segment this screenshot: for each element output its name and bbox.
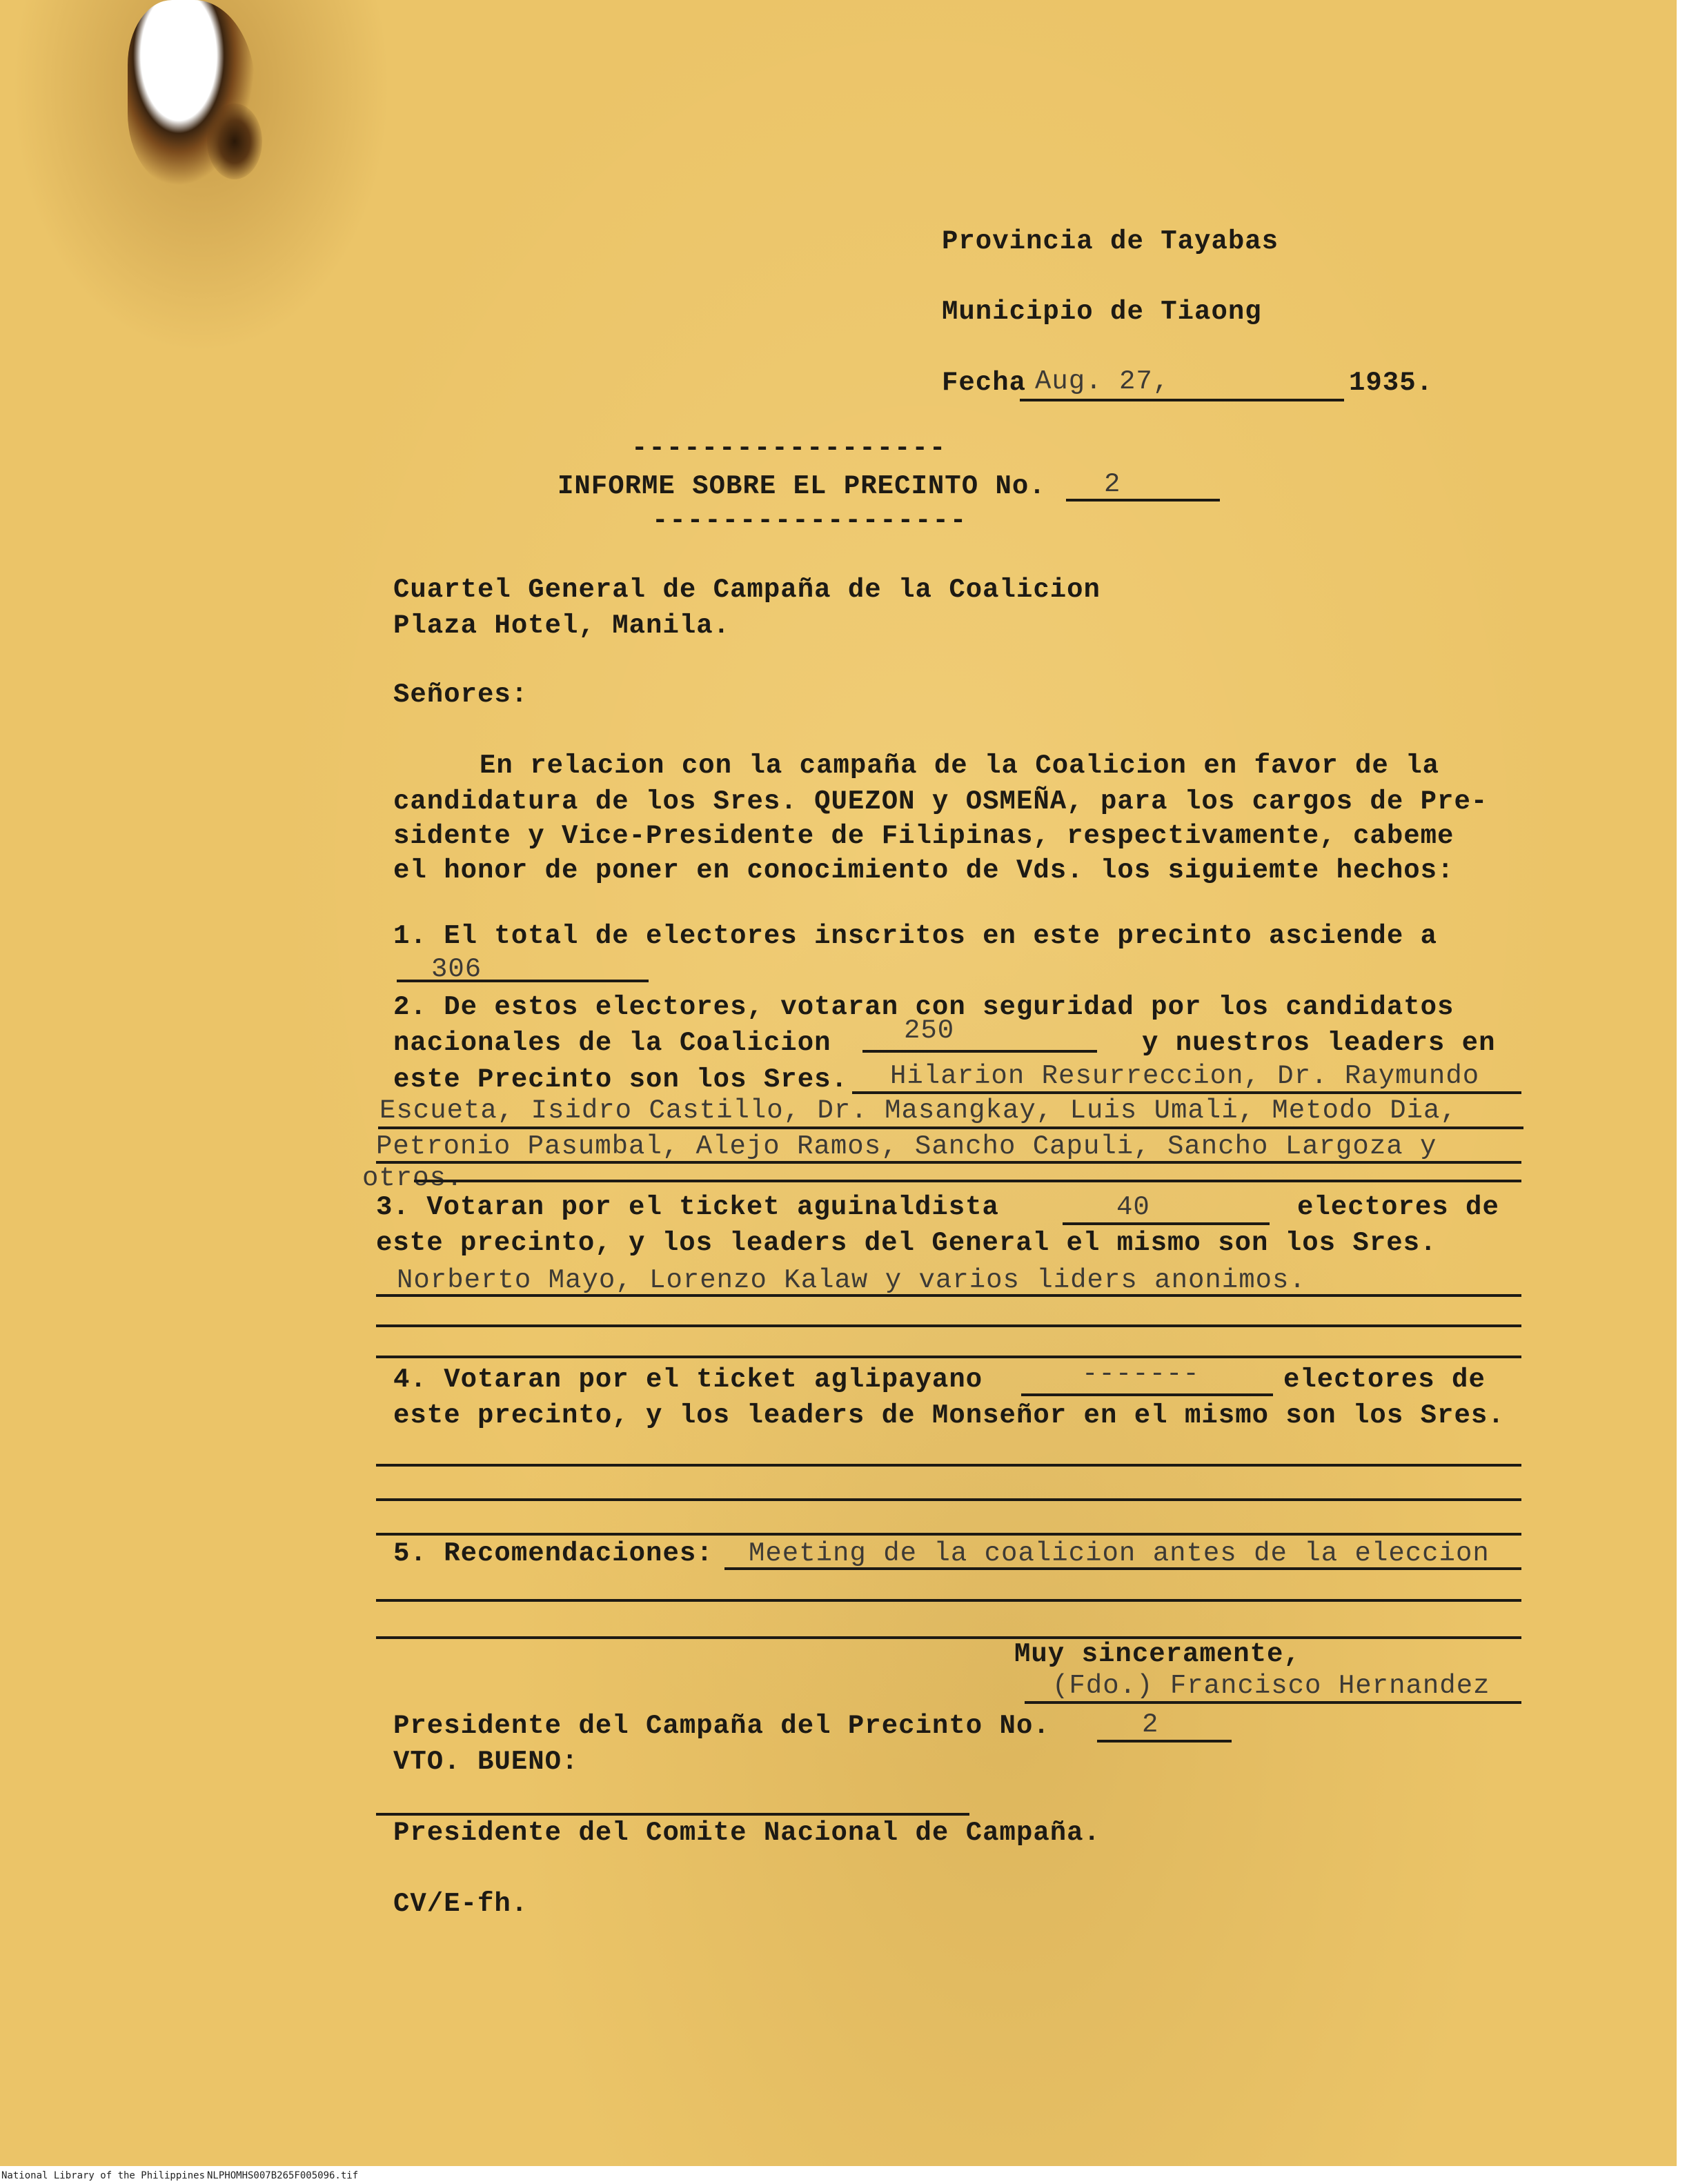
- item4-underline: [376, 1464, 1521, 1467]
- salutation: Señores:: [393, 679, 529, 710]
- item2-leaders-line: Hilarion Resurreccion, Dr. Raymundo: [890, 1061, 1480, 1091]
- item4-value: -------: [1082, 1359, 1200, 1389]
- title-dashes-top: ------------------: [631, 433, 947, 464]
- item4-line1-end: electores de: [1283, 1364, 1486, 1395]
- item5-underline: [724, 1567, 1521, 1570]
- precinct-number: 2: [1104, 469, 1121, 499]
- item1-text: 1. El total de electores inscritos en este precinto asciende a: [393, 921, 1438, 951]
- item4-underline: [376, 1533, 1521, 1536]
- file-name: NLPHOMHS007B265F005096.tif: [207, 2170, 359, 2181]
- signature: (Fdo.) Francisco Hernandez: [1052, 1671, 1490, 1701]
- item3-line1-start: 3. Votaran por el ticket aguinaldista: [376, 1192, 999, 1222]
- closing-precinct-number: 2: [1142, 1709, 1159, 1740]
- closing-precinct-underline: [1097, 1740, 1232, 1743]
- item2-leaders-line: otros.: [362, 1163, 464, 1193]
- item3-leaders: Norberto Mayo, Lorenzo Kalaw y varios liders anonimos.: [397, 1265, 1306, 1295]
- item2-value: 250: [904, 1015, 955, 1046]
- item3-value: 40: [1116, 1192, 1150, 1222]
- province-line: Provincia de Tayabas: [942, 226, 1279, 257]
- national-signature-line: [376, 1813, 969, 1816]
- item4-line2: este precinto, y los leaders de Monseñor en el mismo son los Sres.: [393, 1400, 1505, 1431]
- item2-line2-end: y nuestros leaders en: [1142, 1028, 1496, 1058]
- title-dashes-bottom: ------------------: [652, 506, 968, 536]
- addressee-line2: Plaza Hotel, Manila.: [393, 610, 731, 641]
- item4-underline: [1021, 1393, 1273, 1396]
- fecha-label: Fecha: [942, 368, 1027, 398]
- initials: CV/E-fh.: [393, 1889, 529, 1919]
- item1-value: 306: [431, 954, 482, 984]
- item3-underline: [376, 1294, 1521, 1297]
- date-underline: [1020, 399, 1344, 401]
- item2-line1: 2. De estos electores, votaran con seguridad por los candidatos: [393, 992, 1454, 1022]
- year-value: 1935.: [1349, 368, 1434, 398]
- item5-underline: [376, 1599, 1521, 1602]
- burn-damage-edge: [207, 103, 262, 179]
- item2-underline: [378, 1126, 1523, 1129]
- item4-underline: [376, 1498, 1521, 1501]
- item2-line3-start: este Precinto son los Sres.: [393, 1064, 848, 1095]
- intro-line: sidente y Vice-Presidente de Filipinas, respectivamente, cabeme: [393, 821, 1454, 851]
- item3-underline: [376, 1356, 1521, 1358]
- item2-leaders-line: Petronio Pasumbal, Alejo Ramos, Sancho Capuli, Sancho Largoza y: [376, 1131, 1437, 1162]
- item2-underline: [376, 1161, 1521, 1164]
- item3-line2: este precinto, y los leaders del General el mismo son los Sres.: [376, 1228, 1437, 1258]
- item3-underline: [376, 1324, 1521, 1327]
- municipality-line: Municipio de Tiaong: [942, 297, 1262, 327]
- intro-line: el honor de poner en conocimiento de Vds. los siguiemte hechos:: [393, 855, 1454, 886]
- item2-leaders-line: Escueta, Isidro Castillo, Dr. Masangkay, Luis Umali, Metodo Dia,: [379, 1095, 1457, 1126]
- signature-underline: [1025, 1701, 1521, 1704]
- library-credit: National Library of the Philippines: [1, 2170, 206, 2181]
- precinct-president-label: Presidente del Campaña del Precinto No.: [393, 1711, 1050, 1741]
- archive-footer: [0, 2169, 1687, 2184]
- vto-bueno: VTO. BUENO:: [393, 1747, 579, 1777]
- item3-underline: [1063, 1222, 1270, 1225]
- item5-underline: [376, 1636, 1521, 1639]
- item2-underline: [862, 1050, 1097, 1053]
- item3-line1-end: electores de: [1297, 1192, 1499, 1222]
- item5-label: 5. Recomendaciones:: [393, 1538, 713, 1569]
- item2-underline: [414, 1180, 1521, 1182]
- national-president-label: Presidente del Comite Nacional de Campaña.: [393, 1818, 1101, 1848]
- closing-line: Muy sinceramente,: [1014, 1639, 1301, 1669]
- item2-line2-start: nacionales de la Coalicion: [393, 1028, 831, 1058]
- item1-underline: [397, 980, 649, 982]
- item4-line1-start: 4. Votaran por el ticket aglipayano: [393, 1364, 983, 1395]
- item2-underline: [852, 1091, 1521, 1094]
- intro-line: candidatura de los Sres. QUEZON y OSMEÑA, para los cargos de Pre-: [393, 786, 1488, 817]
- intro-line: En relacion con la campaña de la Coalicion en favor de la: [480, 751, 1440, 781]
- precinct-underline: [1066, 499, 1220, 502]
- date-value: Aug. 27,: [1035, 366, 1170, 397]
- addressee-line1: Cuartel General de Campaña de la Coalicion: [393, 575, 1101, 605]
- report-title: INFORME SOBRE EL PRECINTO No.: [558, 471, 1046, 502]
- item5-value: Meeting de la coalicion antes de la eleccion: [749, 1538, 1490, 1569]
